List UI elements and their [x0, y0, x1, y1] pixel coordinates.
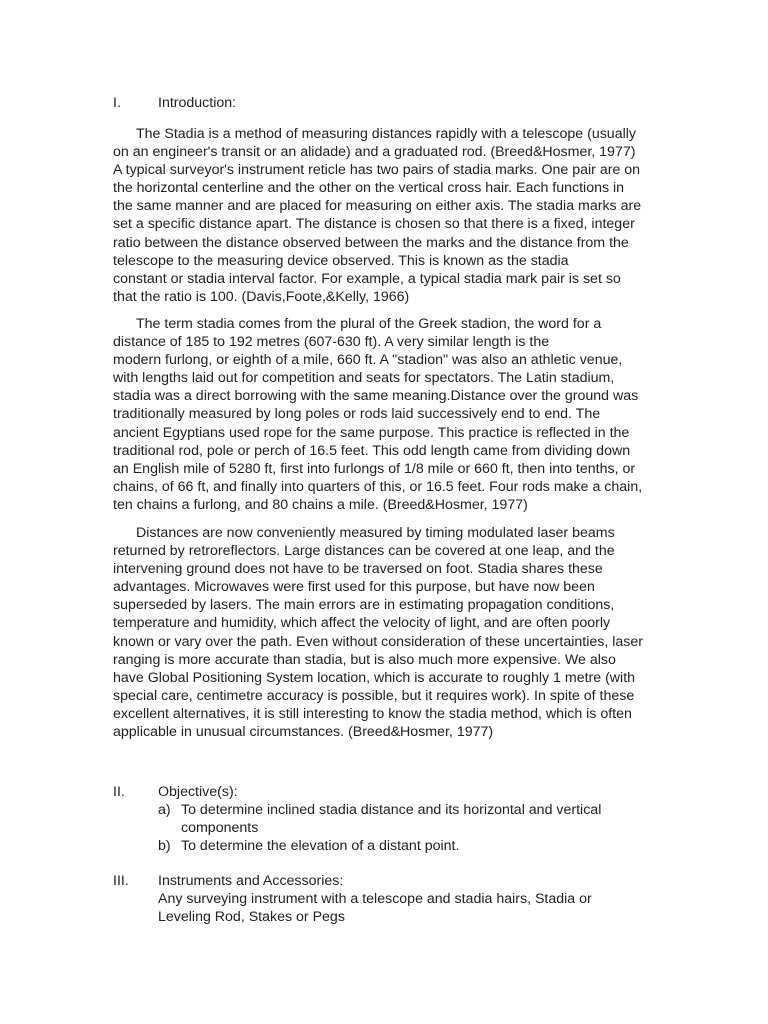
- paragraph-line: modern furlong, or eighth of a mile, 660 ft. A "stadion" was also an athletic venue,: [113, 352, 623, 369]
- paragraph-line: excellent alternatives, it is still interesting to know the stadia method, which is often: [113, 705, 632, 722]
- paragraph-line: special care, centimetre accuracy is possible, but it requires work). In spite of these: [113, 687, 635, 704]
- intro-paragraph-1: [113, 125, 683, 306]
- paragraph-line: returned by retroreflectors. Large distances can be covered at one leap, and the: [113, 543, 615, 560]
- list-item-line: To determine inclined stadia distance and its horizontal and vertical: [181, 802, 602, 818]
- paragraph-line: on an engineer's transit or an alidade) and a graduated rod. (Breed&Hosmer, 1977): [113, 144, 636, 161]
- paragraph-line: Leveling Rod, Stakes or Pegs: [158, 909, 345, 926]
- paragraph-line: stadia was a direct borrowing with the same meaning.Distance over the ground was: [113, 388, 639, 405]
- instruments-description: [158, 890, 678, 926]
- paragraph-line: constant or stadia interval factor. For example, a typical stadia mark pair is set so: [113, 270, 621, 287]
- paragraph-line: with lengths laid out for competition and seats for spectators. The Latin stadium,: [113, 370, 615, 387]
- paragraph-line: have Global Positioning System location, which is accurate to roughly 1 metre (with: [113, 669, 636, 686]
- paragraph-line: traditionally measured by long poles or rods laid successively end to end. The: [113, 406, 601, 423]
- section-title: Objective(s):: [158, 784, 238, 800]
- list-item-line: components: [181, 820, 259, 837]
- section-number: I.: [113, 95, 121, 111]
- paragraph-line: set a specific distance apart. The distance is chosen so that there is a fixed, integer: [113, 216, 635, 233]
- paragraph-line: superseded by lasers. The main errors are in estimating propagation conditions,: [113, 597, 615, 614]
- paragraph-line: The term stadia comes from the plural of the Greek stadion, the word for a: [136, 316, 602, 332]
- paragraph-line: Distances are now conveniently measured by timing modulated laser beams: [136, 525, 615, 541]
- list-item: [158, 837, 678, 855]
- paragraph-line: A typical surveyor's instrument reticle has two pairs of stadia marks. One pair are on: [113, 162, 641, 179]
- section-title: Instruments and Accessories:: [158, 873, 344, 889]
- intro-paragraph-2: [113, 315, 683, 514]
- paragraph-line: ranging is more accurate than stadia, but is also much more expensive. We also: [113, 651, 616, 668]
- paragraph-line: the horizontal centerline and the other on the vertical cross hair. Each functions in: [113, 180, 625, 197]
- section-number: III.: [113, 873, 129, 889]
- paragraph-line: applicable in unusual circumstances. (Breed&Hosmer, 1977): [113, 724, 494, 741]
- section-number: II.: [113, 784, 125, 800]
- list-marker: b): [158, 838, 171, 855]
- paragraph-line: an English mile of 5280 ft, first into furlongs of 1/8 mile or 660 ft, then into tenths, or: [113, 460, 636, 477]
- paragraph-line: ratio between the distance observed between the marks and the distance from the: [113, 234, 629, 251]
- paragraph-line: ancient Egyptians used rope for the same purpose. This practice is reflected in the: [113, 424, 630, 441]
- paragraph-line: Any surveying instrument with a telescope and stadia hairs, Stadia or: [158, 891, 592, 907]
- list-marker: a): [158, 802, 171, 818]
- paragraph-line: traditional rod, pole or perch of 16.5 feet. This odd length came from dividing down: [113, 442, 631, 459]
- paragraph-line: distance of 185 to 192 metres (607-630 ft). A very similar length is the: [113, 334, 550, 351]
- list-item: [158, 801, 678, 837]
- intro-paragraph-3: [113, 524, 683, 741]
- paragraph-line: that the ratio is 100. (Davis,Foote,&Kelly, 1966): [113, 288, 410, 305]
- section-title: Introduction:: [158, 95, 237, 111]
- paragraph-line: intervening ground does not have to be traversed on foot. Stadia shares these: [113, 561, 603, 578]
- paragraph-line: the same manner and are placed for measuring on either axis. The stadia marks are: [113, 198, 642, 215]
- paragraph-line: telescope to the measuring device observed. This is known as the stadia: [113, 252, 569, 269]
- section-objectives-heading: [113, 783, 238, 801]
- paragraph-line: ten chains a furlong, and 80 chains a mile. (Breed&Hosmer, 1977): [113, 496, 528, 513]
- paragraph-line: The Stadia is a method of measuring distances rapidly with a telescope (usually: [136, 126, 636, 142]
- paragraph-line: temperature and humidity, which affect the velocity of light, and are often poorly: [113, 615, 611, 632]
- paragraph-line: advantages. Microwaves were first used for this purpose, but have now been: [113, 579, 595, 596]
- section-introduction-heading: [113, 94, 236, 112]
- section-instruments-heading: [113, 872, 343, 890]
- objectives-list: [158, 801, 678, 855]
- paragraph-line: known or vary over the path. Even without consideration of these uncertainties, laser: [113, 633, 643, 650]
- paragraph-line: chains, of 66 ft, and finally into quarters of this, or 16.5 feet. Four rods make a chain,: [113, 478, 643, 495]
- list-item-line: To determine the elevation of a distant point.: [181, 838, 460, 855]
